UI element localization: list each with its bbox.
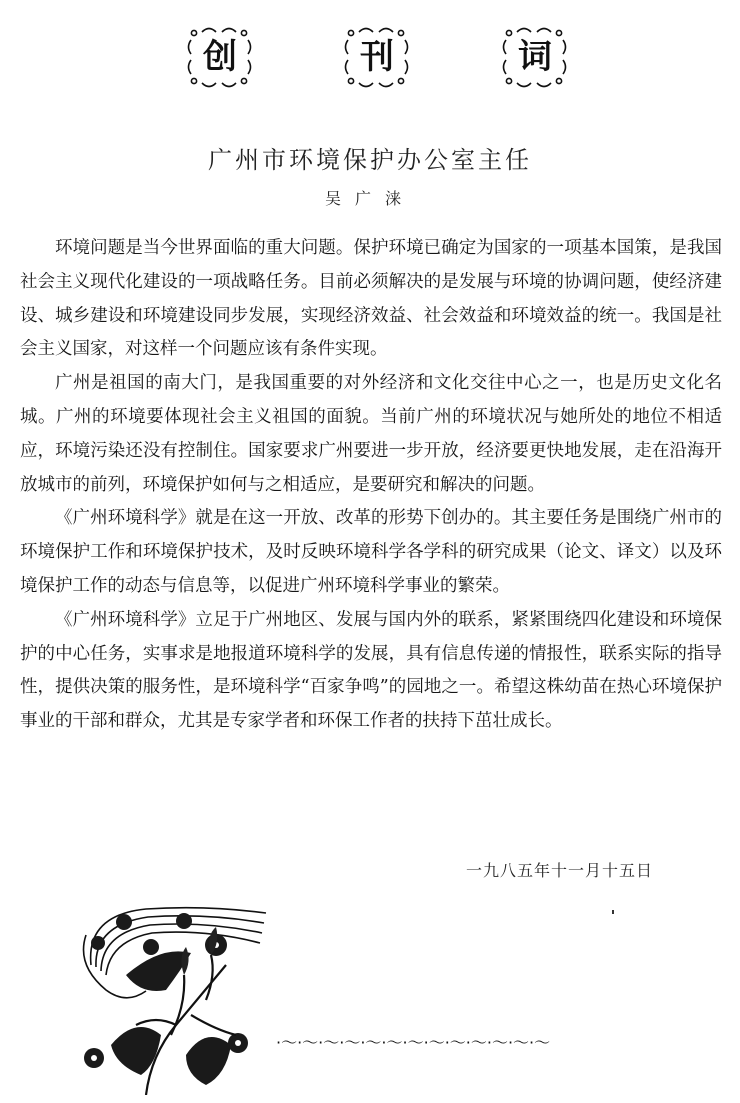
author-name: 吴广涞 xyxy=(324,189,415,208)
paragraph-2: 广州是祖国的南大门，是我国重要的对外经济和文化交往中心之一，也是历史文化名城。广州的环境要体现社会主义祖国的面貌。当前广州的环境状况与她所处的地位不相适应，环境污染还没有控制住。国家要求广州要进一步开放，经济要更快地发展，走在沿海开放城市的前列，环境保护如何与之相适应，是要研究和解决的问题。 xyxy=(20,373,722,495)
heading-char-1: 创 xyxy=(185,22,255,92)
ornament-divider: ·～·～·～·～·～·～·～·～·～·～·～·～·～ xyxy=(276,1033,551,1052)
paragraph-3: 《广州环境科学》就是在这一开放、改革的形势下创办的。其主要任务是围绕广州市的环境保护工作和环境保护技术，及时反映环境科学各学科的研究成果（论文、译文）以及环境保护工作的动态与信息等，以促进广州环境科学事业的繁荣。 xyxy=(20,508,722,596)
morning-glory-illustration-icon xyxy=(66,895,286,1095)
heading-char-3: 词 xyxy=(500,22,570,92)
title-heading xyxy=(0,22,740,92)
article-body xyxy=(20,232,722,739)
paragraph-1: 环境问题是当今世界面临的重大问题。保护环境已确定为国家的一项基本国策，是我国社会主义现代化建设的一项战略任务。目前必须解决的是发展与环境的协调问题，使经济建设、城乡建设和环境建设同步发展，实现经济效益、社会效益和环境效益的统一。我国是社会主义国家，对这样一个问题应该有条件实现。 xyxy=(20,238,722,360)
author-position: 广州市环境保护办公室主任 xyxy=(208,146,532,174)
date-line: 一九八五年十一月十五日 xyxy=(466,861,654,880)
print-speck xyxy=(612,910,614,914)
heading-char-2: 刊 xyxy=(342,22,412,92)
paragraph-4: 《广州环境科学》立足于广州地区、发展与国内外的联系，紧紧围绕四化建设和环境保护的中心任务，实事求是地报道环境科学的发展，具有信息传递的情报性，联系实际的指导性，提供决策的服务性，是环境科学“百家争鸣”的园地之一。希望这株幼苗在热心环境保护事业的干部和群众，尤其是专家学者和环保工作者的扶持下茁壮成长。 xyxy=(20,609,722,732)
